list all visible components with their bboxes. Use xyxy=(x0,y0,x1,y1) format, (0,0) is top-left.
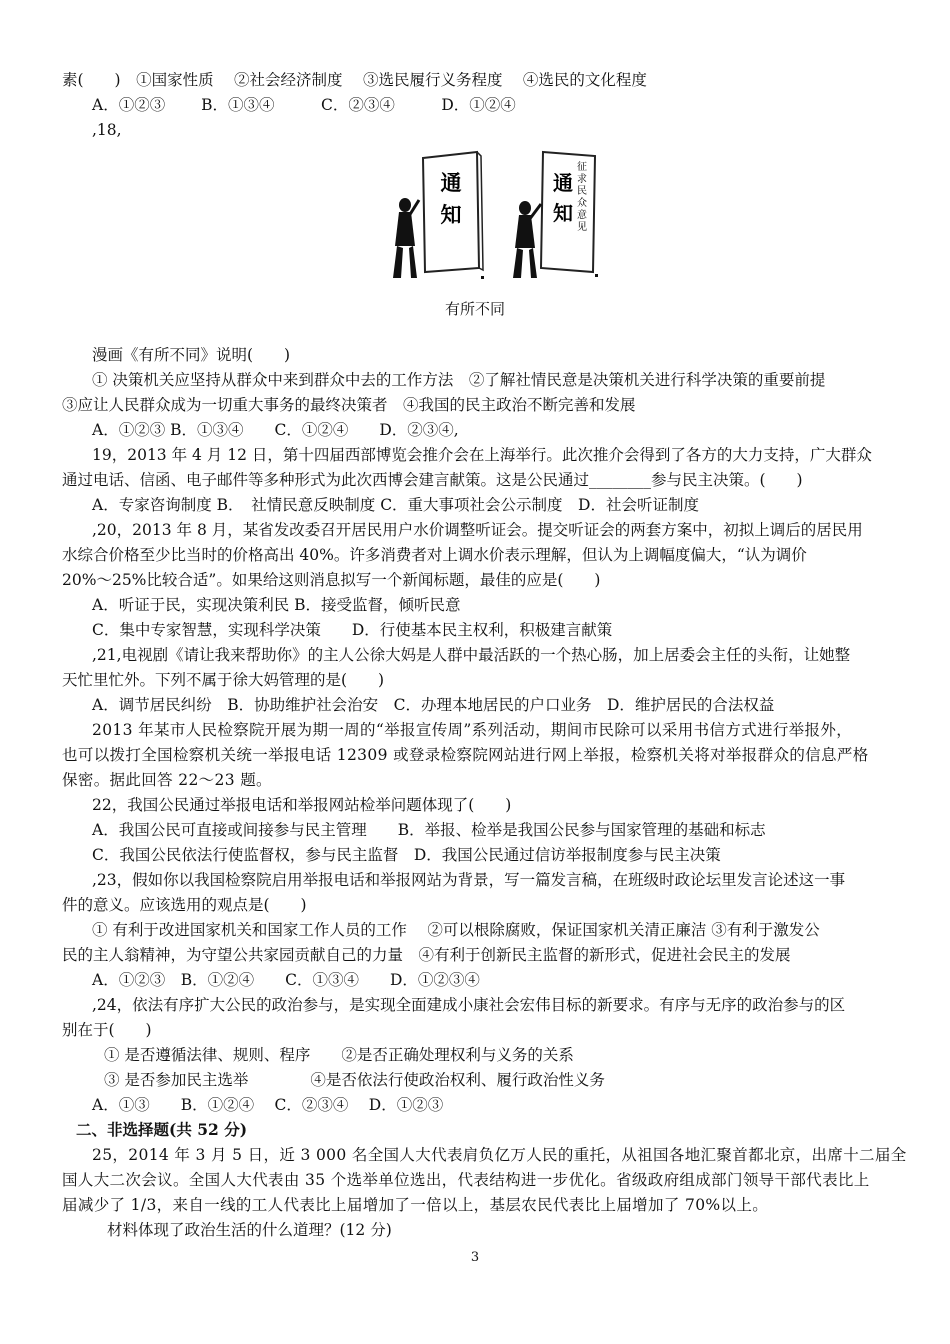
text-line: ③应让人民群众成为一切重大事务的最终决策者 ④我国的民主政治不断完善和发展 xyxy=(62,396,636,414)
text-line: 别在于( ) xyxy=(62,1021,152,1039)
text-line: ,18, xyxy=(92,121,122,139)
text-line: ① 决策机关应坚持从群众中来到群众中去的工作方法 ②了解社情民意是决策机关进行科学决策的重要前提 xyxy=(92,371,826,389)
text-line: A．①②③ B．①②④ C．①③④ D．①②③④ xyxy=(92,971,480,989)
text-line: 22，我国公民通过举报电话和举报网站检举问题体现了( ) xyxy=(92,796,512,814)
person-icon xyxy=(393,198,419,278)
text-line: 件的意义。应该选用的观点是( ) xyxy=(62,896,307,914)
text-line: 素( ) ①国家性质 ②社会经济制度 ③选民履行义务程度 ④选民的文化程度 xyxy=(62,71,647,89)
page-number: 3 xyxy=(470,1250,480,1265)
text-line: 25，2014 年 3 月 5 日，近 3 000 名全国人大代表肩负亿万人民的重托，从祖国各地汇聚首都北京，出席十二届全 xyxy=(92,1146,907,1164)
text-line: C．我国公民依法行使监督权，参与民主监督 D．我国公民通过信访举报制度参与民主决策 xyxy=(92,846,721,864)
text-line: A．听证于民，实现决策利民 B．接受监督，倾听民意 xyxy=(92,596,461,614)
right-notice-subtitle: 征求民众意见 xyxy=(577,162,587,233)
text-line: 20%～25%比较合适”。如果给这则消息拟写一个新闻标题，最佳的应是( ) xyxy=(62,571,601,589)
text-line: 天忙里忙外。下列不属于徐大妈管理的是( ) xyxy=(62,671,385,689)
right-notice-title: 通知 xyxy=(553,171,573,225)
text-line: A．专家咨询制度 B． 社情民意反映制度 C．重大事项社会公示制度 D．社会听证制度 xyxy=(92,496,699,514)
text-line: 通过电话、信函、电子邮件等多种形式为此次西博会建言献策。这是公民通过________参与民主决策。( ) xyxy=(62,471,803,489)
text-line: ,23，假如你以我国检察院启用举报电话和举报网站为背景，写一篇发言稿，在班级时政论坛里发言论述这一事 xyxy=(92,871,846,889)
text-line: 国人大二次会议。全国人大代表由 35 个选举单位选出，代表结构进一步优化。省级政府组成部门领导干部代表比上 xyxy=(62,1171,870,1189)
text-line: ① 有利于改进国家机关和国家工作人员的工作 ②可以根除腐败，保证国家机关清正廉洁 ③有利于激发公 xyxy=(92,921,820,939)
text-line: A．①②③ B．①③④ C．②③④ D．①②④ xyxy=(92,96,516,114)
text-line: 材料体现了政治生活的什么道理？(12 分) xyxy=(107,1221,392,1239)
text-line: A．我国公民可直接或间接参与民主管理 B．举报、检举是我国公民参与国家管理的基础和标志 xyxy=(92,821,766,839)
cartoon-image xyxy=(385,150,610,285)
text-line: 也可以拨打全国检察机关统一举报电话 12309 或登录检察院网站进行网上举报，检察机关将对举报群众的信息严格 xyxy=(62,746,869,764)
text-line: ,21,电视剧《请让我来帮助你》的主人公徐大妈是人群中最活跃的一个热心肠，加上居委会主任的头衔，让她整 xyxy=(92,646,851,664)
text-line: 漫画《有所不同》说明( ) xyxy=(92,346,291,364)
text-line: A．①②③ B．①③④ C．①②④ D．②③④, xyxy=(92,421,459,439)
text-line: ① 是否遵循法律、规则、程序 ②是否正确处理权利与义务的关系 xyxy=(104,1046,574,1064)
text-line: ,24，依法有序扩大公民的政治参与，是实现全面建成小康社会宏伟目标的新要求。有序与无序的政治参与的区 xyxy=(92,996,846,1014)
text-line: 2013 年某市人民检察院开展为期一周的“举报宣传周”系列活动，期间市民除可以采用书信方式进行举报外， xyxy=(92,721,853,739)
text-line: ③ 是否参加民主选举 ④是否依法行使政治权利、履行政治性义务 xyxy=(104,1071,605,1089)
section-heading: 二、非选择题(共 52 分) xyxy=(76,1120,248,1139)
text-line: A．调节居民纠纷 B．协助维护社会治安 C．办理本地居民的户口业务 D．维护居民的合法权益 xyxy=(92,696,775,714)
cartoon-caption: 有所不同 xyxy=(444,300,505,318)
text-line: A．①③ B．①②④ C．②③④ D．①②③ xyxy=(92,1096,444,1114)
left-notice-title: 通知 xyxy=(440,171,462,227)
text-line: 届减少了 1/3，来自一线的工人代表比上届增加了一倍以上，基层农民代表比上届增加了 70%以上。 xyxy=(62,1196,769,1214)
text-line: ,20，2013 年 8 月，某省发改委召开居民用户水价调整听证会。提交听证会的两套方案中，初拟上调后的居民用 xyxy=(92,521,863,539)
text-line: 民的主人翁精神，为守望公共家园贡献自己的力量 ④有利于创新民主监督的新形式，促进社会民主的发展 xyxy=(62,946,791,964)
text-line: 19，2013 年 4 月 12 日，第十四届西部博览会推介会在上海举行。此次推介会得到了各方的大力支持，广大群众 xyxy=(92,446,872,464)
text-line: C．集中专家智慧，实现科学决策 D．行使基本民主权利，积极建言献策 xyxy=(92,621,613,639)
text-line: 保密。据此回答 22～23 题。 xyxy=(62,771,272,789)
person-icon xyxy=(513,201,541,278)
text-line: 水综合价格至少比当时的价格高出 40%。许多消费者对上调水价表示理解，但认为上调幅度偏大，“认为调价 xyxy=(62,546,807,564)
